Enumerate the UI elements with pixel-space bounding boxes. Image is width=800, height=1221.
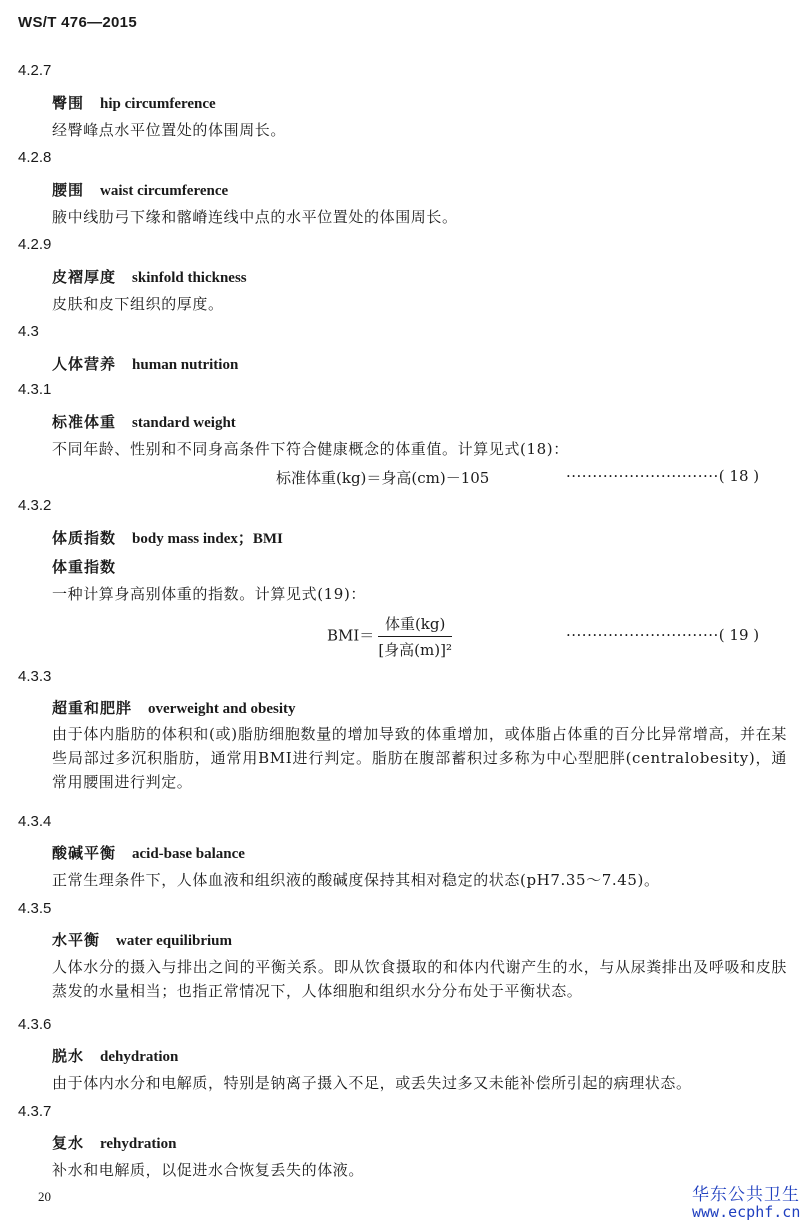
watermark-url[interactable]: www.ecphf.cn (692, 1203, 800, 1221)
term-cn: 酸碱平衡 (52, 844, 117, 862)
section-number: 4.3 (18, 323, 39, 340)
leader-dots: ····························· (566, 626, 719, 644)
definition: 不同年龄、性别和不同身高条件下符合健康概念的体重值。计算见式(18)： (52, 440, 569, 458)
definition: 人体水分的摄入与排出之间的平衡关系。即从饮食摄取的和体内代谢产生的水，与从尿粪排出及呼吸和皮肤蒸发的水量相当；也指正常情况下，人体细胞和组织水分分布处于平衡状态。 (52, 958, 787, 1000)
term-cn: 水平衡 (52, 931, 101, 949)
term-heading (52, 697, 296, 718)
section-number: 4.2.7 (18, 62, 52, 79)
section-number: 4.3.7 (18, 1103, 52, 1120)
definition: 腋中线肋弓下缘和髂嵴连线中点的水平位置处的体围周长。 (52, 208, 458, 226)
term-heading (52, 179, 228, 200)
term-en: dehydration (100, 1049, 179, 1065)
section-number: 4.3.1 (18, 381, 52, 398)
fraction (378, 613, 452, 660)
term-cn: 复水 (52, 1134, 85, 1152)
section-number: 4.2.8 (18, 149, 52, 166)
term-en: water equilibrium (116, 933, 232, 949)
term-heading (52, 353, 238, 374)
section-number: 4.3.6 (18, 1016, 52, 1033)
definition: 正常生理条件下，人体血液和组织液的酸碱度保持其相对稳定的状态(pH7.35～7.45)。 (52, 871, 660, 889)
page-number: 20 (38, 1189, 51, 1204)
definition: 经臀峰点水平位置处的体围周长。 (52, 121, 287, 139)
term-en: human nutrition (132, 357, 239, 373)
term-heading (52, 411, 236, 432)
term-cn: 体质指数 (52, 529, 117, 547)
term-en: hip circumference (100, 96, 216, 112)
term-en: acid-base balance (132, 846, 245, 862)
denominator: [身高(m)]² (378, 641, 452, 659)
term-cn: 皮褶厚度 (52, 268, 117, 286)
term-cn: 人体营养 (52, 355, 117, 373)
section-number: 4.3.4 (18, 813, 52, 830)
section-number: 4.2.9 (18, 236, 52, 253)
term-heading (52, 1045, 178, 1066)
equation-number (566, 626, 759, 644)
equation-label: ( 19 ) (718, 626, 760, 644)
term-cn: 臀围 (52, 94, 85, 112)
section-number: 4.3.5 (18, 900, 52, 917)
alt-term-cn: 体重指数 (52, 558, 117, 576)
term-cn: 标准体重 (52, 413, 117, 431)
term-en: body mass index；BMI (132, 531, 283, 547)
definition: 由于体内水分和电解质，特别是钠离子摄入不足，或丢失过多又未能补偿所引起的病理状态。 (52, 1074, 692, 1092)
equation-number (566, 467, 759, 485)
watermark-name: 华东公共卫生 (692, 1185, 800, 1205)
term-en: skinfold thickness (132, 270, 247, 286)
term-cn: 超重和肥胖 (52, 699, 133, 717)
numerator: 体重(kg) (378, 613, 452, 637)
definition: 皮肤和皮下组织的厚度。 (52, 295, 224, 313)
term-heading (52, 527, 283, 548)
standard-code: WS/T 476—2015 (18, 14, 137, 31)
term-en: rehydration (100, 1136, 177, 1152)
term-heading (52, 842, 245, 863)
formula-lhs: BMI＝ (327, 626, 375, 645)
formula-19 (327, 613, 452, 660)
alt-term (52, 556, 132, 577)
term-en: standard weight (132, 415, 236, 431)
formula-18: 标准体重(kg)＝身高(cm)－105 (276, 469, 490, 487)
term-heading (52, 929, 232, 950)
term-en: overweight and obesity (148, 701, 296, 717)
equation-label: ( 18 ) (718, 467, 760, 485)
definition: 一种计算身高别体重的指数。计算见式(19)： (52, 585, 366, 603)
term-heading (52, 92, 216, 113)
leader-dots: ····························· (566, 467, 719, 485)
term-cn: 脱水 (52, 1047, 85, 1065)
term-heading (52, 1132, 176, 1153)
section-number: 4.3.2 (18, 497, 52, 514)
term-cn: 腰围 (52, 181, 85, 199)
section-number: 4.3.3 (18, 668, 52, 685)
term-en: waist circumference (100, 183, 229, 199)
definition: 由于体内脂肪的体积和(或)脂肪细胞数量的增加导致的体重增加，或体脂占体重的百分比异常增高，并在某些局部过多沉积脂肪，通常用BMI进行判定。脂肪在腹部蓄积过多称为中心型肥胖(centralobesity)，通常用腰围进行判定。 (52, 725, 787, 791)
definition: 补水和电解质，以促进水合恢复丢失的体液。 (52, 1161, 365, 1179)
term-heading (52, 266, 247, 287)
